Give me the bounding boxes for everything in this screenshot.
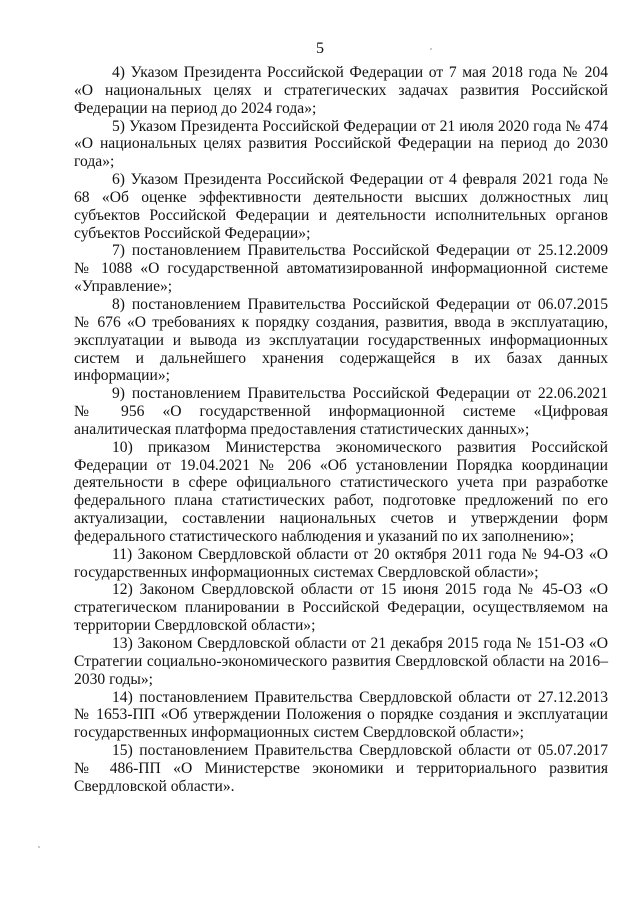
list-item: 7) постановлением Правительства Российской Федерации от 25.12.2009 № 1088 «О государственной автоматизированной информационной системе «Управление»;	[74, 242, 608, 296]
list-item: 9) постановлением Правительства Российской Федерации от 22.06.2021 № 956 «О государственной информационной системе «Цифровая аналитическая платформа предоставления статистических данных»;	[74, 385, 608, 438]
list-item: 8) постановлением Правительства Российской Федерации от 06.07.2015 № 676 «О требованиях к порядку создания, развития, ввода в эксплуатацию, эксплуатации и вывода из эксплуатации государственных информационных систем и дальнейшего хранения содержащейся в их базах данных информации»;	[74, 295, 608, 385]
list-item: 13) Законом Свердловской области от 21 декабря 2015 года № 151-ОЗ «О Стратегии социально-экономического развития Свердловской области на 2016–2030 годы»;	[74, 635, 608, 688]
document-body	[74, 64, 608, 796]
list-item: 10) приказом Министерства экономического развития Российской Федерации от 19.04.2021 № 206 «Об установлении Порядка координации деятельности в сфере официального статистического учета при разработке федерального плана статистических работ, подготовке предложений по его актуализации, составлении национальных счетов и утверждении форм федерального статистического наблюдения и указаний по их заполнению»;	[74, 438, 608, 545]
list-item: 11) Законом Свердловской области от 20 октября 2011 года № 94-ОЗ «О государственных информационных системах Свердловской области»;	[74, 545, 608, 581]
list-item: 15) постановлением Правительства Свердловской области от 05.07.2017 № 486-ПП «О Министерстве экономики и территориального развития Свердловской области».	[74, 742, 608, 795]
list-item: 4) Указом Президента Российской Федерации от 7 мая 2018 года № 204 «О национальных целях и стратегических задачах развития Российской Федерации на период до 2024 года»;	[74, 64, 608, 117]
page-number: 5	[316, 40, 324, 57]
list-item: 5) Указом Президента Российской Федерации от 21 июля 2020 года № 474 «О национальных целях развития Российской Федерации на период до 2030 года»;	[74, 117, 608, 171]
list-item: 6) Указом Президента Российской Федерации от 4 февраля 2021 года № 68 «Об оценке эффективности деятельности высших должностных лиц субъектов Российской Федерации и деятельности исполнительных органов субъектов Российской Федерации»;	[74, 171, 608, 242]
scan-speck	[38, 846, 40, 848]
list-item: 12) Законом Свердловской области от 15 июня 2015 года № 45-ОЗ «О стратегическом планировании в Российской Федерации, осуществляемом на территории Свердловской области»;	[74, 581, 608, 635]
list-item: 14) постановлением Правительства Свердловской области от 27.12.2013 № 1653-ПП «Об утверждении Положения о порядке создания и эксплуатации государственных информационных систем Свердловской области»;	[74, 688, 608, 742]
scan-speck	[430, 48, 432, 50]
